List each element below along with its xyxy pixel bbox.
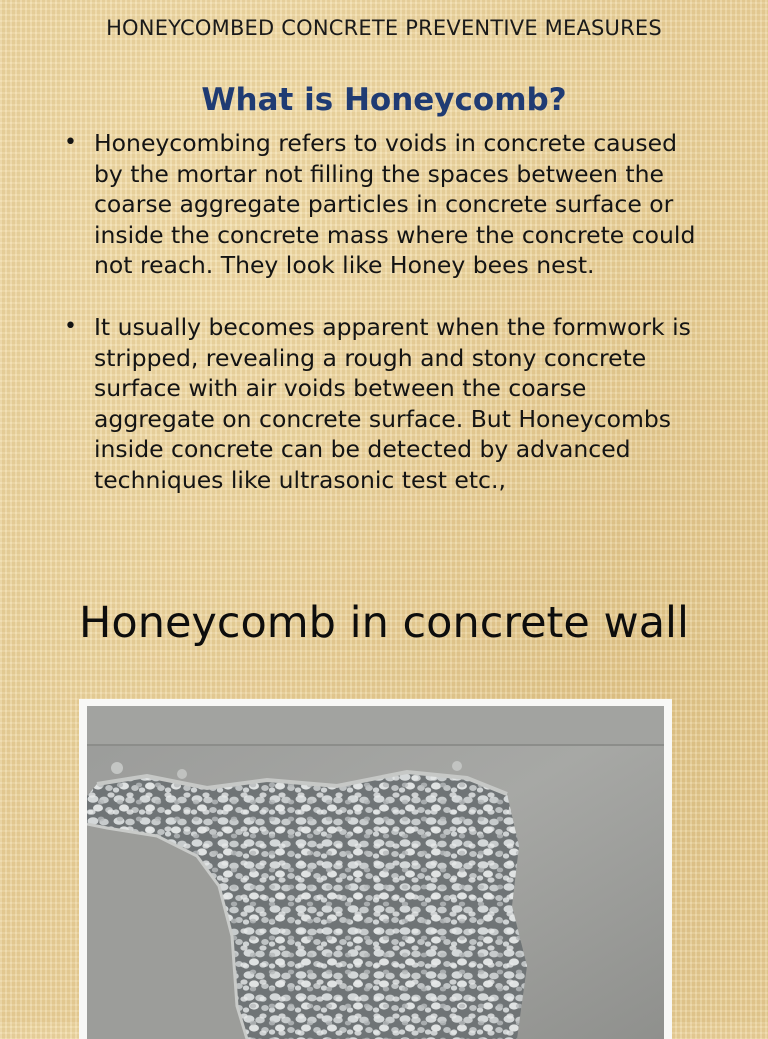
document-header: HONEYCOMBED CONCRETE PREVENTIVE MEASURES xyxy=(106,16,662,40)
honeycomb-concrete-photo xyxy=(87,706,664,1039)
bullet-icon: • xyxy=(64,313,77,339)
section-heading: What is Honeycomb? xyxy=(201,82,567,118)
bullet-text: Honeycombing refers to voids in concrete caused by the mortar not filling the spaces between the coarse aggregate particles in concrete surface or inside the concrete mass where the concrete could not reach. They look like Honey bees nest. xyxy=(94,129,696,280)
bullet-item xyxy=(62,128,712,281)
figure-title: Honeycomb in concrete wall xyxy=(79,598,689,648)
definition-bullet-list xyxy=(62,128,712,527)
bullet-icon: • xyxy=(64,130,77,155)
bullet-item xyxy=(62,312,712,496)
bullet-text: It usually becomes apparent when the formwork is stripped, revealing a rough and stony concrete surface with air voids between the coarse aggregate on concrete surface. But Honeycombs inside concrete can be detected by advanced techniques like ultrasonic test etc., xyxy=(94,312,691,494)
photo-frame xyxy=(79,699,672,1039)
